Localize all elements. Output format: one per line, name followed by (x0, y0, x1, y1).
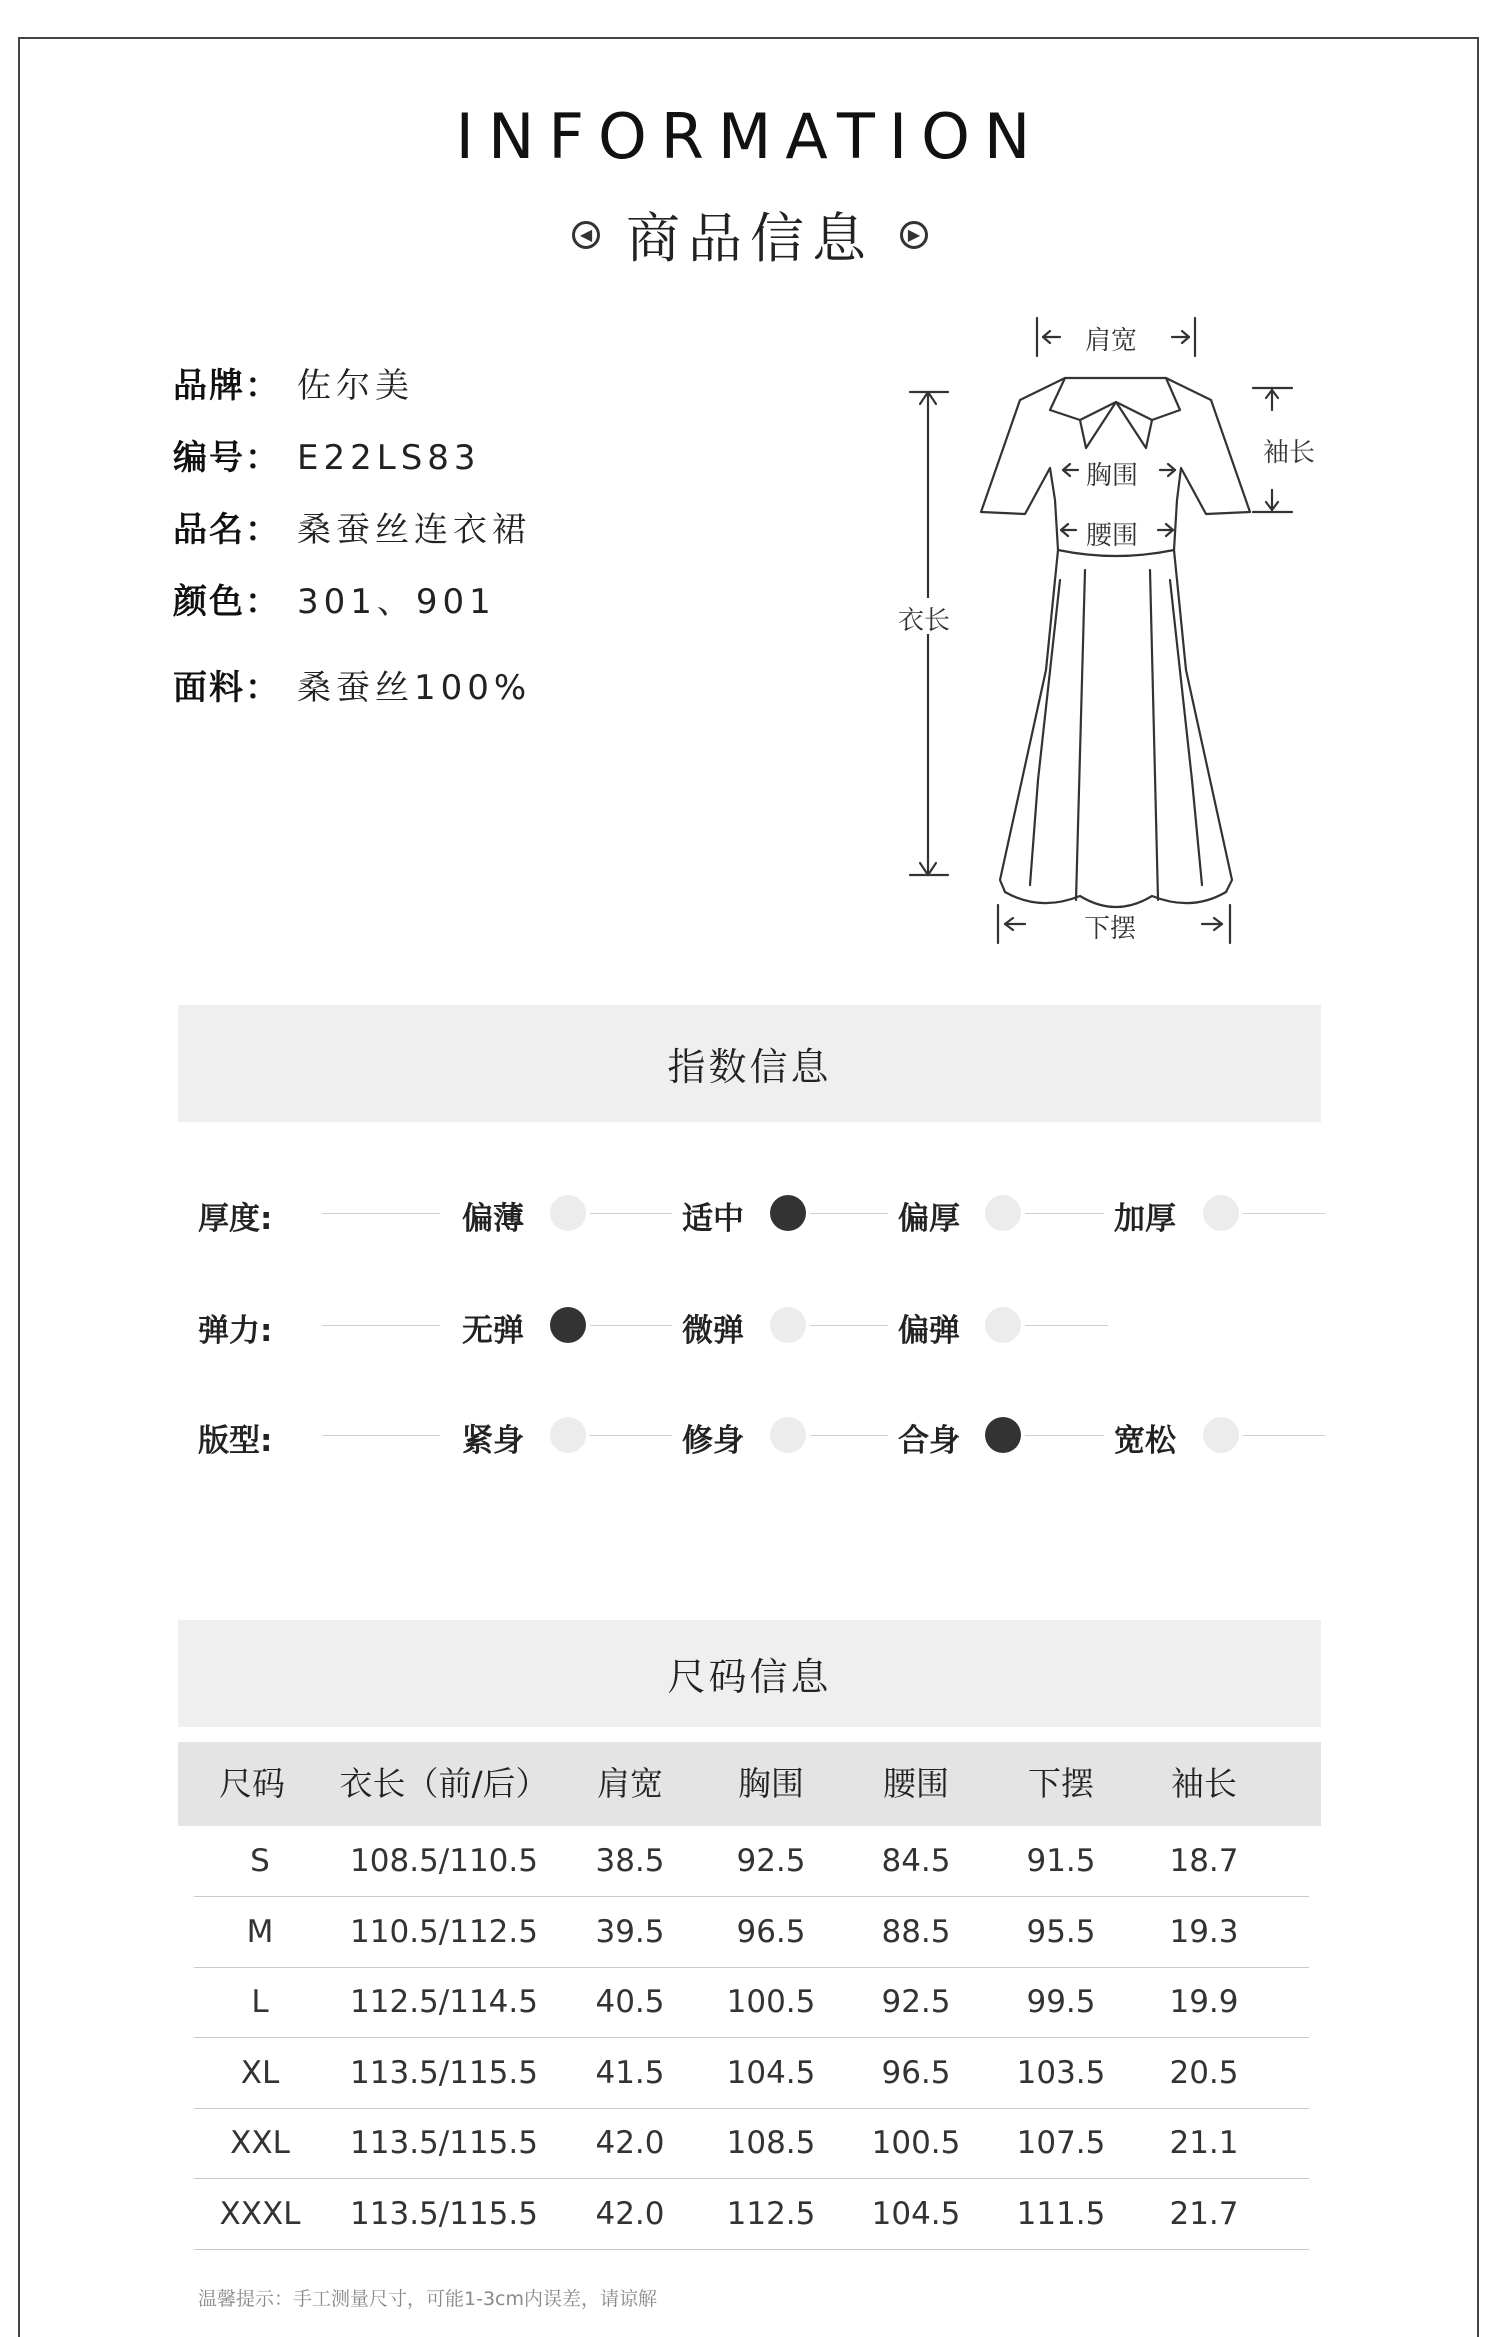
label-shoulder: 肩宽 (1085, 326, 1138, 356)
rating-dot-selected (985, 1417, 1021, 1453)
label-sleeve: 袖长 (1263, 438, 1316, 468)
table-row (194, 2179, 1309, 2250)
info-row-name (173, 502, 531, 551)
rating-dot (1203, 1417, 1239, 1453)
table-cell: 92.5 (736, 1843, 806, 1879)
table-cell: 20.5 (1169, 2054, 1239, 2091)
table-cell: 112.5 (726, 2195, 816, 2232)
rating-dot (770, 1417, 806, 1453)
rating-dot (1203, 1195, 1239, 1231)
rating-dot (770, 1307, 806, 1343)
table-cell: 113.5/115.5 (350, 2195, 538, 2232)
table-cell: 92.5 (881, 1984, 951, 2020)
rating-option-label: 偏薄 (462, 1201, 524, 1237)
rating-track-line (810, 1325, 888, 1326)
table-cell: 112.5/114.5 (350, 1984, 538, 2020)
rating-track-line (1025, 1435, 1104, 1436)
rating-option-label: 宽松 (1114, 1423, 1176, 1459)
rating-dot (550, 1417, 586, 1453)
info-row-brand (173, 358, 414, 407)
rating-option-label: 修身 (682, 1423, 744, 1459)
rating-dot (985, 1195, 1021, 1231)
header-cell: 腰围 (883, 1764, 949, 1803)
table-cell: 96.5 (881, 2054, 951, 2091)
table-cell: 41.5 (595, 2054, 665, 2091)
index-row-label: 弹力: (198, 1313, 273, 1349)
table-cell: 18.7 (1169, 1843, 1239, 1879)
table-cell: 95.5 (1026, 1913, 1096, 1950)
label-chest: 胸围 (1086, 461, 1139, 491)
rating-track-line (810, 1213, 888, 1214)
table-cell: 88.5 (881, 1913, 951, 1950)
rating-dot-selected (550, 1307, 586, 1343)
info-row-code (173, 430, 481, 479)
table-cell: 113.5/115.5 (350, 2125, 538, 2161)
table-cell: XL (240, 2054, 280, 2091)
size-table-header (178, 1742, 1321, 1826)
header-cell: 衣长（前/后） (339, 1764, 549, 1803)
header-cell: 胸围 (738, 1764, 804, 1803)
table-cell: S (250, 1843, 270, 1879)
table-cell: XXL (230, 2125, 290, 2161)
table-row (194, 1826, 1309, 1897)
table-cell: 21.1 (1169, 2125, 1239, 2161)
info-row-color (173, 574, 496, 623)
table-cell: 40.5 (595, 1984, 665, 2020)
table-cell: 103.5 (1016, 2054, 1106, 2091)
info-row-fabric (173, 660, 531, 709)
table-cell: 108.5 (726, 2125, 816, 2161)
table-cell: 100.5 (871, 2125, 961, 2161)
circle-chevron-right-icon: ▶ (900, 221, 928, 249)
info-value: 佐尔美 (297, 366, 414, 406)
rating-track-line (1243, 1435, 1325, 1436)
table-cell: 84.5 (881, 1843, 951, 1879)
circle-chevron-left-icon: ◀ (572, 221, 600, 249)
title-chinese: 商品信息 (626, 207, 874, 270)
header-cell: 下摆 (1028, 1764, 1094, 1803)
table-cell: 99.5 (1026, 1984, 1096, 2020)
table-cell: XXXL (219, 2195, 301, 2232)
title-chinese-row (0, 196, 1500, 273)
table-cell: M (246, 1913, 274, 1950)
table-cell: 110.5/112.5 (350, 1913, 538, 1950)
label-waist: 腰围 (1086, 521, 1139, 551)
rating-option-label: 偏厚 (898, 1201, 960, 1237)
index-row-label: 厚度: (198, 1201, 273, 1237)
info-label: 品名： (173, 510, 281, 550)
table-cell: 108.5/110.5 (350, 1843, 538, 1879)
label-hem: 下摆 (1084, 914, 1137, 944)
rating-option-label: 偏弹 (898, 1313, 960, 1349)
dress-measurement-diagram (880, 300, 1316, 960)
table-cell: 100.5 (726, 1984, 816, 2020)
label-length: 衣长 (898, 606, 951, 636)
info-value: 301、901 (297, 582, 496, 622)
rating-dot (985, 1307, 1021, 1343)
table-cell: 38.5 (595, 1843, 665, 1879)
measurement-note: 温馨提示：手工测量尺寸，可能1-3cm内误差，请谅解 (198, 2288, 657, 2310)
rating-option-label: 紧身 (462, 1423, 524, 1459)
info-value: 桑蚕丝100% (297, 668, 532, 708)
table-cell: 42.0 (595, 2195, 665, 2232)
info-label: 面料： (173, 668, 281, 708)
table-cell: L (251, 1984, 269, 2020)
index-row-label: 版型: (198, 1423, 273, 1459)
rating-option-label: 适中 (682, 1201, 744, 1237)
table-cell: 111.5 (1016, 2195, 1106, 2232)
table-cell: 39.5 (595, 1913, 665, 1950)
rating-track-line (1025, 1325, 1108, 1326)
table-cell: 107.5 (1016, 2125, 1106, 2161)
table-cell: 19.9 (1169, 1984, 1239, 2020)
header-cell: 尺码 (219, 1764, 285, 1803)
rating-track-line (322, 1325, 440, 1326)
rating-track-line (590, 1325, 672, 1326)
table-cell: 104.5 (871, 2195, 961, 2232)
rating-dot (550, 1195, 586, 1231)
rating-track-line (322, 1213, 440, 1214)
table-row (194, 1967, 1309, 2038)
info-value: E22LS83 (297, 438, 481, 478)
rating-track-line (590, 1213, 672, 1214)
table-row (194, 2108, 1309, 2179)
rating-track-line (1025, 1213, 1104, 1214)
rating-option-label: 加厚 (1114, 1201, 1176, 1237)
header-cell: 肩宽 (597, 1764, 663, 1803)
table-cell: 96.5 (736, 1913, 806, 1950)
table-cell: 21.7 (1169, 2195, 1239, 2232)
rating-option-label: 合身 (898, 1423, 960, 1459)
info-label: 品牌： (173, 366, 281, 406)
rating-track-line (590, 1435, 672, 1436)
rating-track-line (1243, 1213, 1325, 1214)
table-cell: 42.0 (595, 2125, 665, 2161)
header-cell: 袖长 (1171, 1764, 1237, 1803)
table-cell: 19.3 (1169, 1913, 1239, 1950)
info-label: 颜色： (173, 582, 281, 622)
size-section-header: 尺码信息 (178, 1620, 1321, 1727)
rating-option-label: 微弹 (682, 1313, 744, 1349)
rating-dot-selected (770, 1195, 806, 1231)
title-english: INFORMATION (455, 100, 1045, 173)
index-section-header: 指数信息 (178, 1005, 1321, 1122)
rating-track-line (810, 1435, 888, 1436)
table-cell: 91.5 (1026, 1843, 1096, 1879)
table-cell: 113.5/115.5 (350, 2054, 538, 2091)
table-row (194, 2038, 1309, 2109)
table-cell: 104.5 (726, 2054, 816, 2091)
rating-track-line (322, 1435, 440, 1436)
table-row (194, 1897, 1309, 1968)
info-label: 编号： (173, 438, 281, 478)
info-value: 桑蚕丝连衣裙 (297, 510, 531, 550)
rating-option-label: 无弹 (462, 1313, 524, 1349)
